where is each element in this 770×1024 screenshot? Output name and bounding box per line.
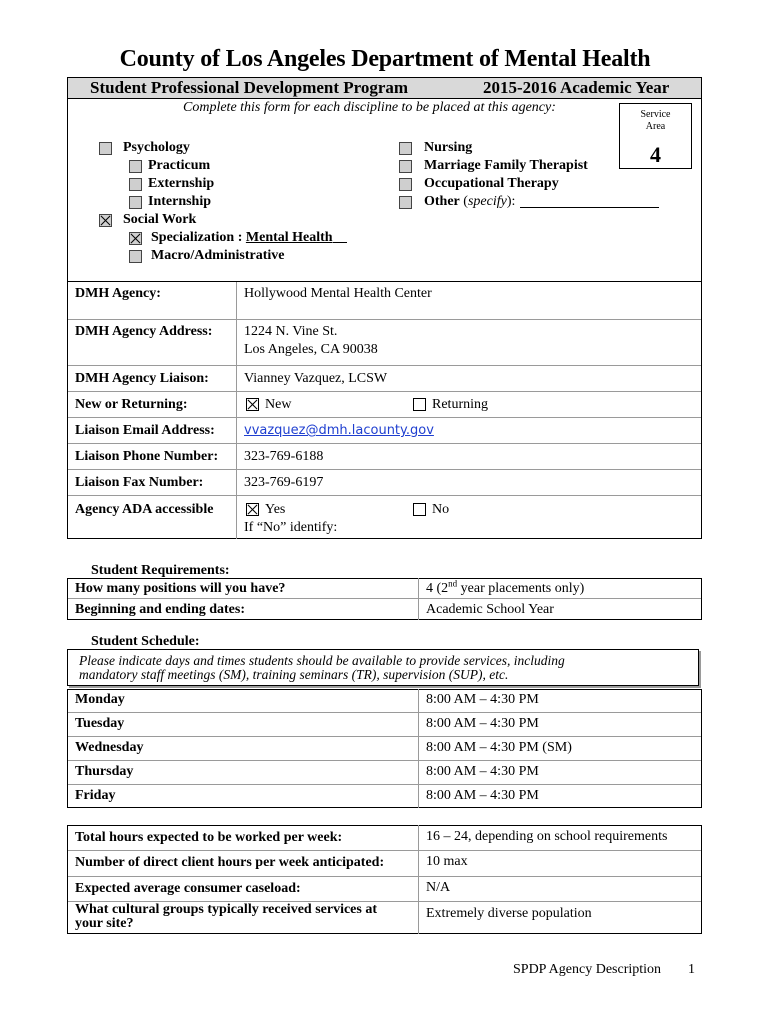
agency-address-line2: Los Angeles, CA 90038 (244, 342, 378, 357)
macro-label: Macro/Administrative (151, 248, 285, 263)
agency-liaison-label: DMH Agency Liaison: (75, 371, 209, 386)
liaison-email-label: Liaison Email Address: (75, 423, 215, 438)
mft-label: Marriage Family Therapist (424, 158, 588, 173)
other-paren-open: ( (459, 194, 468, 209)
specialization-value: Mental Health (245, 230, 333, 245)
agency-address-label: DMH Agency Address: (75, 324, 213, 339)
social-work-label: Social Work (123, 212, 197, 227)
other-text: Other (424, 194, 460, 209)
dates-value: Academic School Year (426, 602, 554, 617)
agency-liaison-value: Vianney Vazquez, LCSW (244, 371, 388, 386)
nursing-label: Nursing (424, 140, 473, 155)
externship-label: Externship (148, 176, 215, 191)
social-work-checkbox[interactable] (99, 214, 112, 227)
internship-label: Internship (148, 194, 212, 209)
ada-yes-checkbox[interactable] (246, 503, 259, 516)
ot-label: Occupational Therapy (424, 176, 559, 191)
agency-address-line1: 1224 N. Vine St. (244, 324, 338, 339)
internship-checkbox[interactable] (129, 196, 142, 209)
externship-checkbox[interactable] (129, 178, 142, 191)
service-area-label-2: Area (645, 121, 666, 132)
cultural-groups-value: Extremely diverse population (426, 906, 592, 921)
schedule-time-thursday: 8:00 AM – 4:30 PM (426, 764, 539, 779)
schedule-day-wednesday: Wednesday (75, 740, 144, 755)
academic-year: 2015-2016 Academic Year (483, 78, 670, 97)
ada-no-label: No (432, 502, 450, 517)
service-area-value: 4 (650, 142, 661, 167)
new-option-label: New (265, 397, 292, 412)
nursing-checkbox[interactable] (399, 142, 412, 155)
dmh-agency-label: DMH Agency: (75, 286, 161, 301)
schedule-time-monday: 8:00 AM – 4:30 PM (426, 692, 539, 707)
other-checkbox[interactable] (399, 196, 412, 209)
ada-accessible-label: Agency ADA accessible (75, 502, 214, 517)
other-label (424, 193, 515, 210)
other-paren-close: ): (506, 194, 516, 209)
liaison-fax-value: 323-769-6197 (244, 475, 324, 490)
positions-value-pre: 4 (2 (426, 581, 449, 596)
total-hours-label: Total hours expected to be worked per week: (75, 830, 343, 845)
returning-checkbox[interactable] (413, 398, 426, 411)
page-title: County of Los Angeles Department of Mental Health (119, 46, 651, 72)
practicum-label: Practicum (148, 158, 211, 173)
caseload-value: N/A (426, 880, 451, 895)
psychology-label: Psychology (123, 140, 190, 155)
service-area-box (619, 103, 692, 169)
schedule-day-monday: Monday (75, 692, 125, 707)
practicum-checkbox[interactable] (129, 160, 142, 173)
ada-identify-label: If “No” identify: (244, 520, 338, 535)
schedule-note-line2: mandatory staff meetings (SM), training seminars (TR), supervision (SUP), etc. (79, 667, 509, 682)
cultural-groups-label: What cultural groups typically received services at (75, 902, 377, 917)
liaison-phone-label: Liaison Phone Number: (75, 449, 219, 464)
new-returning-label: New or Returning: (75, 397, 188, 412)
form-instruction: Complete this form for each discipline to be placed at this agency: (183, 100, 556, 115)
specialization-label (151, 229, 347, 246)
returning-option-label: Returning (432, 397, 488, 412)
schedule-time-wednesday: 8:00 AM – 4:30 PM (SM) (426, 740, 572, 755)
macro-checkbox[interactable] (129, 250, 142, 263)
liaison-phone-value: 323-769-6188 (244, 449, 324, 464)
schedule-day-tuesday: Tuesday (75, 716, 125, 731)
other-specify-input[interactable] (520, 207, 659, 208)
student-requirements-heading: Student Requirements: (91, 563, 230, 578)
new-checkbox[interactable] (246, 398, 259, 411)
schedule-time-friday: 8:00 AM – 4:30 PM (426, 788, 539, 803)
positions-value (426, 580, 584, 597)
caseload-label: Expected average consumer caseload: (75, 881, 301, 896)
service-area-label: Service (640, 109, 671, 120)
specialization-underline (333, 229, 347, 243)
total-hours-value: 16 – 24, depending on school requirements (426, 829, 668, 844)
schedule-note-box (67, 649, 699, 686)
liaison-email-link[interactable]: vvazquez@dmh.lacounty.gov (244, 423, 434, 438)
specialization-checkbox[interactable] (129, 232, 142, 245)
ot-checkbox[interactable] (399, 178, 412, 191)
cultural-groups-label-2: your site? (75, 916, 134, 931)
schedule-time-tuesday: 8:00 AM – 4:30 PM (426, 716, 539, 731)
footer-page-number: 1 (688, 962, 695, 977)
schedule-day-thursday: Thursday (75, 764, 134, 779)
positions-value-sup: nd (448, 578, 458, 589)
schedule-day-friday: Friday (75, 788, 116, 803)
ada-no-checkbox[interactable] (413, 503, 426, 516)
positions-value-post: year placements only) (457, 581, 585, 596)
direct-hours-value: 10 max (426, 854, 468, 869)
student-schedule-heading: Student Schedule: (91, 634, 200, 649)
specialization-prefix: Specialization : (151, 230, 246, 245)
positions-label: How many positions will you have? (75, 581, 286, 596)
schedule-note-line1: Please indicate days and times students should be available to provide services, including (79, 653, 565, 668)
dmh-agency-value: Hollywood Mental Health Center (244, 286, 432, 301)
program-name: Student Professional Development Program (90, 78, 409, 97)
liaison-fax-label: Liaison Fax Number: (75, 475, 204, 490)
ada-yes-label: Yes (265, 502, 286, 517)
mft-checkbox[interactable] (399, 160, 412, 173)
psychology-checkbox[interactable] (99, 142, 112, 155)
footer-doc-name: SPDP Agency Description (513, 962, 662, 977)
direct-hours-label: Number of direct client hours per week anticipated: (75, 855, 385, 870)
dates-label: Beginning and ending dates: (75, 602, 245, 617)
other-specify-text: specify (467, 194, 507, 209)
